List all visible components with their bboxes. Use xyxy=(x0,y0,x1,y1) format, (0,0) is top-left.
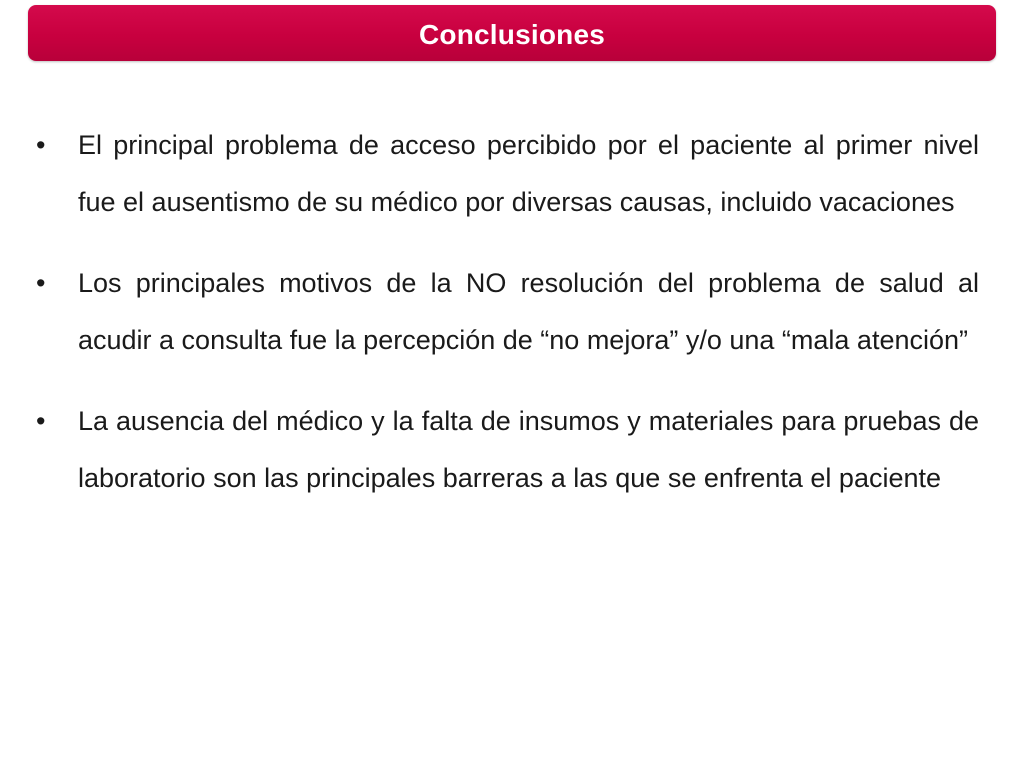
bullet-text: La ausencia del médico y la falta de insumos y materiales para pruebas de laboratorio son las principales barreras a las que se enfrenta el paciente xyxy=(78,406,979,493)
bullet-item-2 xyxy=(36,255,979,369)
bullet-icon: • xyxy=(36,268,46,298)
title-bar xyxy=(28,5,996,61)
bullet-text: Los principales motivos de la NO resolución del problema de salud al acudir a consulta fue la percepción de “no mejora” y/o una “mala atención” xyxy=(78,268,979,355)
bullet-icon: • xyxy=(36,406,46,436)
bullet-list xyxy=(36,117,979,531)
slide-title: Conclusiones xyxy=(419,19,605,50)
bullet-icon: • xyxy=(36,130,46,160)
bullet-text: El principal problema de acceso percibido por el paciente al primer nivel fue el ausentismo de su médico por diversas causas, incluido vacaciones xyxy=(78,130,979,217)
bullet-item-1 xyxy=(36,117,979,231)
bullet-item-3 xyxy=(36,393,979,507)
